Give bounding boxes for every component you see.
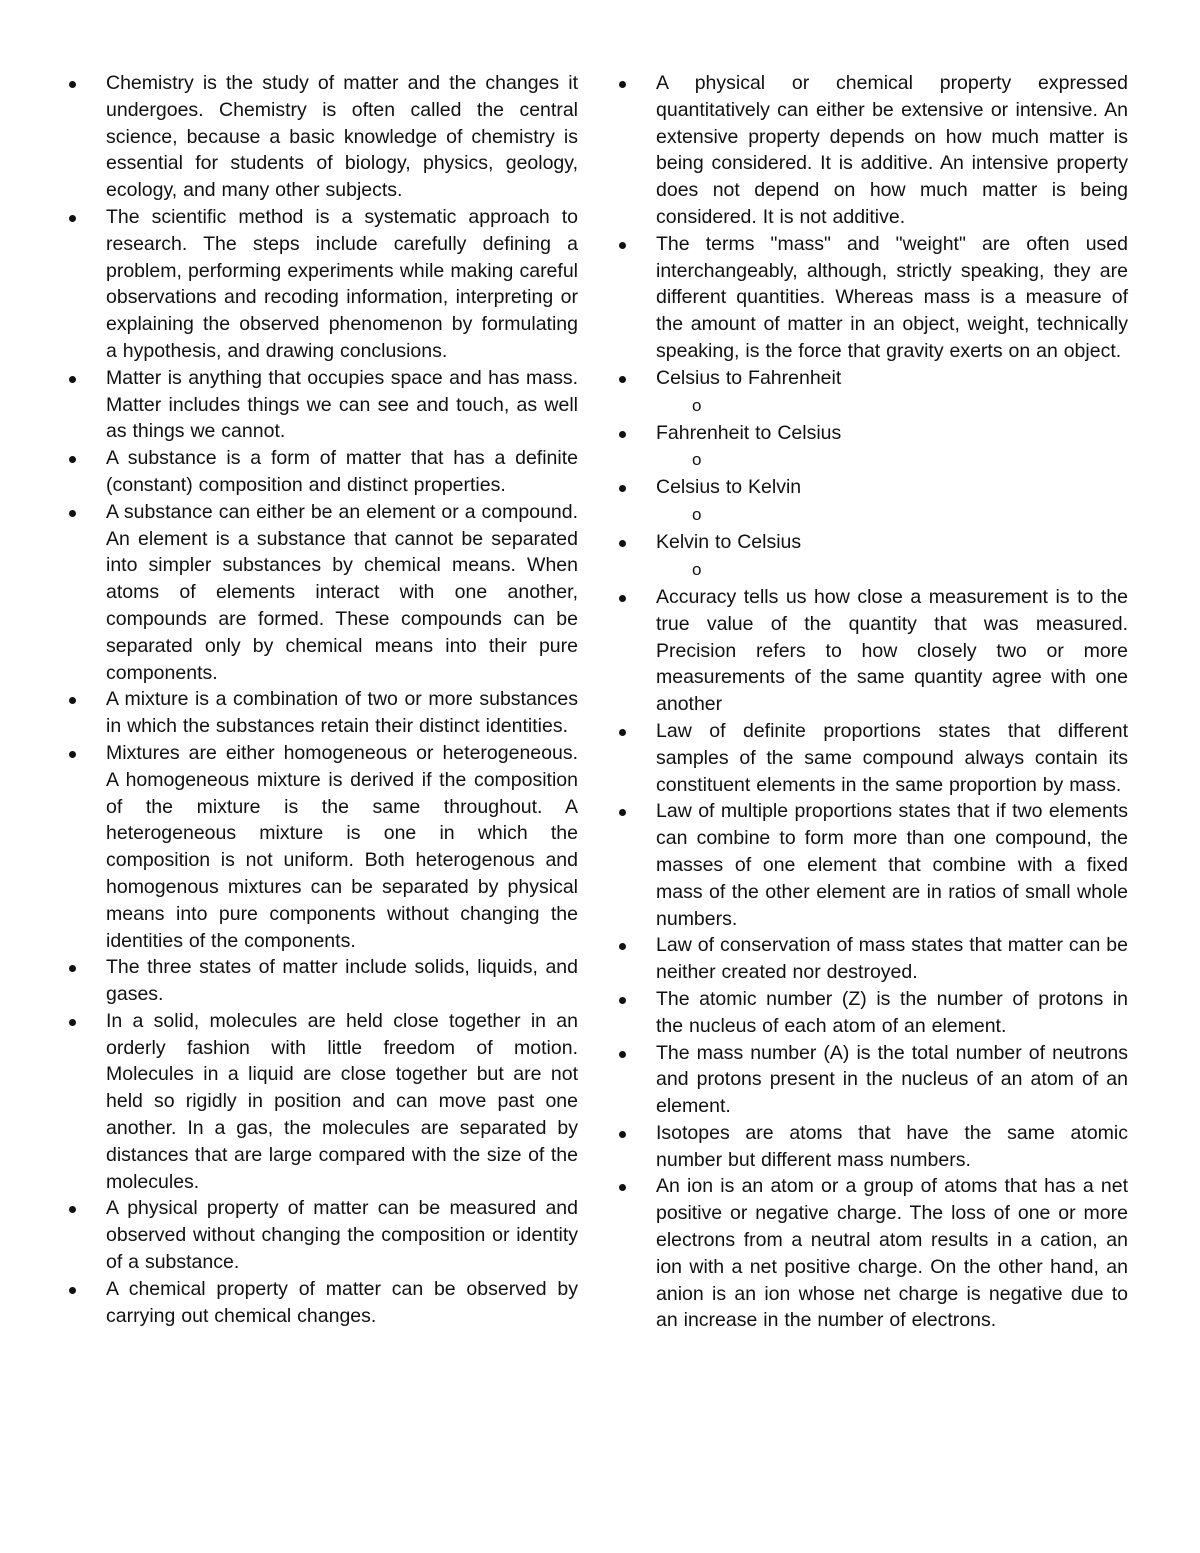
list-item-text: A chemical property of matter can be observed by carrying out chemical changes. <box>106 1277 578 1327</box>
sub-list-item <box>616 446 1128 474</box>
bullet-icon <box>619 540 626 547</box>
list-item-text: Law of multiple proportions states that if two elements can combine to form more than one compound, the masses of one element that combine with a fixed mass of the other element are in ratios of small whole numbers. <box>656 800 1128 930</box>
bullet-icon <box>69 751 76 758</box>
list-item-text: Law of conservation of mass states that matter can be neither created nor destroyed. <box>656 934 1128 984</box>
bullet-icon <box>619 485 626 492</box>
bullet-icon <box>69 510 76 517</box>
list-item-text: Kelvin to Celsius <box>656 531 802 554</box>
bullet-icon <box>69 376 76 383</box>
list-item <box>616 584 1128 718</box>
list-item <box>616 529 1128 556</box>
list-item-text: Chemistry is the study of matter and the changes it undergoes. Chemistry is often called the central science, because a basic knowledge of chemistry is essential for students of biology, physics, geology, ecology, and many other subjects. <box>106 72 578 202</box>
bullet-icon <box>619 729 626 736</box>
list-item-text: In a solid, molecules are held close together in an orderly fashion with little freedom of motion. Molecules in a liquid are close together but are not held so rigidly in position and can move past one another. In a gas, the molecules are separated by distances that are large compared with the size of the molecules. <box>106 1009 578 1193</box>
list-item <box>616 1120 1128 1174</box>
right-column <box>616 70 1128 1334</box>
list-item-text: A substance is a form of matter that has a definite (constant) composition and distinct properties. <box>106 447 578 496</box>
bullet-icon <box>69 81 76 88</box>
bullet-icon <box>619 997 626 1004</box>
list-item-text: A physical property of matter can be measured and observed without changing the composition or identity of a substance. <box>106 1197 578 1274</box>
bullet-icon <box>619 242 626 249</box>
list-item-text: The three states of matter include solids, liquids, and gases. <box>106 956 578 1006</box>
list-item <box>66 1276 578 1330</box>
list-item <box>616 231 1128 365</box>
list-item <box>66 1195 578 1275</box>
list-item-text: Accuracy tells us how close a measurement is to the true value of the quantity that was measured. Precision refers to how closely two or more measurements of the same quantity agree with one another <box>656 585 1128 716</box>
sub-bullet-icon: o <box>692 450 702 470</box>
list-item-text: Law of definite proportions states that different samples of the same compound always contain its constituent elements in the same proportion by mass. <box>656 719 1128 796</box>
bullet-icon <box>69 456 76 463</box>
list-item-text: Matter is anything that occupies space and has mass. Matter includes things we can see and touch, as well as things we cannot. <box>106 366 578 443</box>
list-item-text: Mixtures are either homogeneous or heterogeneous. A homogeneous mixture is derived if the composition of the mixture is the same throughout. A heterogeneous mixture is one in which the composition is not uniform. Both heterogenous and homogenous mixtures can be separated by physical means into pure components without changing the identities of the components. <box>106 741 578 952</box>
list-item <box>616 1040 1128 1120</box>
list-item <box>616 718 1128 798</box>
list-item-text: A substance can either be an element or a compound. An element is a substance that cannot be separated into simpler substances by chemical means. When atoms of elements interact with one another, compounds are formed. These compounds can be separated only by chemical means into their pure components. <box>106 500 578 684</box>
list-item-text: Celsius to Kelvin <box>656 476 802 499</box>
bullet-icon <box>69 697 76 704</box>
list-item <box>616 70 1128 231</box>
bullet-icon <box>69 215 76 222</box>
bullet-icon <box>69 1287 76 1294</box>
bullet-icon <box>619 81 626 88</box>
bullet-icon <box>619 1051 626 1058</box>
right-bullet-list <box>616 70 1128 1334</box>
list-item-text: Isotopes are atoms that have the same atomic number but different mass numbers. <box>656 1121 1128 1171</box>
list-item-text: The terms "mass" and "weight" are often used interchangeably, although, strictly speaking, they are different quantities. Whereas mass is a measure of the amount of matter in an object, weight, technically speaking, is the force that gravity exerts on an object. <box>656 232 1128 362</box>
list-item <box>66 204 578 365</box>
list-item-text: The scientific method is a systematic approach to research. The steps include carefully defining a problem, performing experiments while making careful observations and recoding information, interpreting or explaining the observed phenomenon by formulating a hypothesis, and drawing conclusions. <box>106 205 578 362</box>
list-item-text: The atomic number (Z) is the number of protons in the nucleus of each atom of an element. <box>656 987 1128 1037</box>
list-item <box>66 740 578 954</box>
list-item-text: An ion is an atom or a group of atoms that has a net positive or negative charge. The loss of one or more electrons from a neutral atom results in a cation, an ion with a net positive charge. On the other hand, an anion is an ion whose net charge is negative due to an increase in the number of electrons. <box>656 1175 1128 1332</box>
bullet-icon <box>619 595 626 602</box>
list-item <box>616 798 1128 932</box>
list-item <box>66 954 578 1008</box>
list-item <box>616 420 1128 447</box>
list-item <box>616 932 1128 986</box>
list-item-text: The mass number (A) is the total number of neutrons and protons present in the nucleus of an atom of an element. <box>656 1041 1128 1118</box>
list-item-text: A mixture is a combination of two or more substances in which the substances retain their distinct identities. <box>106 688 578 738</box>
sub-list-item <box>616 556 1128 584</box>
sub-list-item <box>616 501 1128 529</box>
bullet-icon <box>619 1131 626 1138</box>
bullet-icon <box>619 1184 626 1191</box>
sub-bullet-icon: o <box>692 505 702 525</box>
list-item <box>66 365 578 445</box>
bullet-icon <box>69 1019 76 1026</box>
list-item <box>66 445 578 499</box>
list-item-text: A physical or chemical property expressed quantitatively can either be extensive or intensive. An extensive property depends on how much matter is being considered. It is additive. An intensive property does not depend on how much matter is being considered. It is not additive. <box>656 72 1128 228</box>
bullet-icon <box>619 809 626 816</box>
bullet-icon <box>619 943 626 950</box>
sub-bullet-icon: o <box>692 559 702 579</box>
list-item-text: Celsius to Fahrenheit <box>656 366 842 389</box>
list-item <box>616 474 1128 501</box>
list-item <box>66 1008 578 1196</box>
sub-list-item <box>616 392 1128 420</box>
list-item <box>66 686 578 740</box>
list-item <box>66 499 578 687</box>
list-item <box>616 365 1128 392</box>
sub-bullet-icon: o <box>692 395 702 415</box>
bullet-icon <box>619 431 626 438</box>
bullet-icon <box>69 1206 76 1213</box>
bullet-icon <box>69 965 76 972</box>
bullet-icon <box>619 376 626 383</box>
left-bullet-list <box>66 70 578 1329</box>
list-item <box>616 986 1128 1040</box>
list-item-text: Fahrenheit to Celsius <box>656 421 842 444</box>
list-item <box>66 70 578 204</box>
list-item <box>616 1173 1128 1334</box>
left-column <box>66 70 578 1329</box>
